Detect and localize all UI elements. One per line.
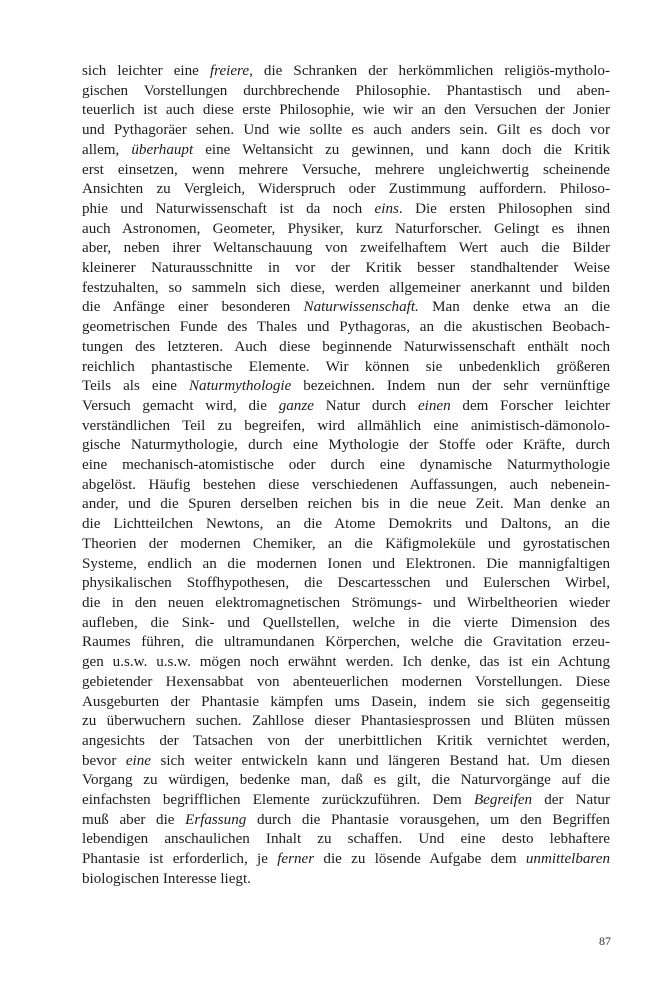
text-line	[82, 574, 610, 594]
text-line	[82, 377, 610, 397]
text-line	[82, 436, 610, 456]
text-line	[82, 614, 610, 634]
text-run: biologischen Interesse liegt.	[82, 870, 251, 887]
text-run: Natur durch	[313, 397, 418, 414]
text-line	[82, 495, 610, 515]
text-run: gischen Vorstellungen durchbrechende Philosophie. Phantastisch und aben-	[82, 82, 610, 99]
text-run: Systeme, endlich an die modernen Ionen und Elektronen. Die mannigfaltigen	[82, 555, 610, 572]
text-line	[82, 771, 610, 791]
text-run: auch Astronomen, Geometer, Physiker, kurz Naturforscher. Gelingt es ihnen	[82, 220, 610, 237]
text-run: verständlichen Teil zu begreifen, wird allmählich eine animistisch-dämonolo-	[82, 417, 610, 434]
text-line	[82, 811, 610, 831]
emphasized-text: freiere	[209, 63, 250, 79]
text-line	[82, 239, 610, 259]
text-run: gebietender Hexensabbat von abenteuerlichen modernen Vorstellungen. Diese	[82, 673, 610, 690]
text-run: geometrischen Funde des Thales und Pythagoras, an die akustischen Beobach-	[82, 319, 610, 336]
text-run: und Pythagoräer sehen. Und wie sollte es auch anders sein. Gilt es doch vor	[82, 122, 610, 139]
emphasized-text: Erfassung	[185, 811, 247, 828]
text-line	[82, 476, 610, 496]
text-run: der Natur	[532, 792, 611, 809]
text-line	[82, 417, 610, 437]
text-run: Vorgang zu würdigen, bedenke man, daß es gilt, die Naturvorgänge auf die	[82, 772, 610, 789]
text-run: lebendigen anschaulichen Inhalt zu schaffen. Und eine desto lebhaftere	[82, 831, 610, 848]
emphasized-text: unmittelbaren	[525, 851, 610, 868]
text-run: Versuch gemacht wird, die	[82, 397, 279, 414]
text-run: eine mechanisch-atomistische oder durch eine dynamische Naturmythologie	[82, 457, 610, 474]
text-run: Phantasie ist erforderlich, je	[82, 851, 278, 868]
emphasized-text: Naturmythologie	[188, 378, 292, 395]
text-line	[82, 594, 610, 614]
text-run: bezeichnen. Indem nun der sehr vernünftige	[291, 378, 611, 395]
text-line	[82, 653, 610, 673]
emphasized-text: ferner	[277, 851, 315, 868]
text-line	[82, 338, 610, 358]
text-line	[82, 318, 610, 338]
text-line	[82, 62, 610, 82]
text-line	[82, 358, 610, 378]
text-line	[82, 555, 610, 575]
text-line	[82, 141, 610, 161]
emphasized-text: eins	[374, 200, 399, 217]
emphasized-text: Begreifen	[473, 792, 533, 809]
text-run: eine Weltansicht zu gewinnen, und kann doch die Kritik	[193, 141, 611, 158]
text-run: gische Naturmythologie, durch eine Mythologie der Stoffe oder Kräfte, durch	[82, 437, 610, 454]
text-line	[82, 712, 610, 732]
text-line	[82, 673, 610, 693]
emphasized-text: Naturwissenschaft.	[303, 299, 419, 316]
text-line	[82, 279, 610, 299]
emphasized-text: einen	[417, 397, 451, 414]
book-page	[82, 62, 610, 942]
emphasized-text: eine	[125, 752, 151, 769]
text-run: Teils als eine	[82, 378, 189, 395]
text-line	[82, 200, 610, 220]
text-line	[82, 220, 610, 240]
text-run: tungen des letzteren. Auch diese beginnende Naturwissenschaft enthält noch	[82, 338, 610, 355]
text-run: teuerlich ist auch diese erste Philosophie, wie wir an den Versuchen der Jonier	[82, 102, 610, 119]
page-number: 87	[599, 934, 611, 948]
text-run: zu überwuchern suchen. Zahllose dieser Phantasiesprossen und Blüten müssen	[82, 713, 610, 730]
text-line	[82, 259, 610, 279]
body-paragraph	[82, 62, 610, 890]
text-run: Theorien der modernen Chemiker, an die Käfigmoleküle und gyrostatischen	[82, 535, 610, 552]
text-run: , die Schranken der herkömmlichen religiös-mytholo-	[249, 63, 610, 79]
text-run: die Anfänge einer besonderen	[82, 299, 304, 316]
text-line	[82, 850, 610, 870]
text-run: phie und Naturwissenschaft ist da noch	[82, 200, 375, 217]
text-run: bevor	[82, 752, 126, 769]
text-run: sich weiter entwickeln kann und längeren Bestand hat. Um diesen	[151, 752, 611, 769]
text-run: Man denke etwa an die	[418, 299, 610, 316]
text-run: physikalischen Stoffhypothesen, die Descartesschen und Eulerschen Wirbel,	[82, 575, 610, 592]
text-run: angesichts der Tatsachen von der unerbittlichen Kritik vernichtet werden,	[82, 732, 610, 749]
text-line	[82, 830, 610, 850]
text-run: ander, und die Spuren derselben reichen bis in die neue Zeit. Man denke an	[82, 496, 610, 513]
text-line	[82, 752, 610, 772]
text-run: Ausgeburten der Phantasie kämpfen ums Dasein, indem sie sich gegenseitig	[82, 693, 610, 710]
text-run: aber, neben ihrer Weltanschauung von zweifelhaftem Wert auch die Bilder	[82, 240, 610, 257]
text-run: kleinerer Naturausschnitte in vor der Kritik besser standhaltender Weise	[82, 260, 610, 277]
text-line	[82, 693, 610, 713]
text-run: muß aber die	[82, 811, 186, 828]
text-run: Raumes führen, die ultramundanen Körperchen, welche die Gravitation erzeu-	[82, 634, 610, 651]
text-line	[82, 121, 610, 141]
text-run: allem,	[82, 141, 132, 158]
text-line	[82, 515, 610, 535]
text-run: Ansichten zu Vergleich, Widerspruch oder Zustimmung auffordern. Philoso-	[82, 181, 610, 198]
text-run: durch die Phantasie vorausgehen, um den Begriffen	[246, 811, 610, 828]
text-run: die in den neuen elektromagnetischen Strömungs- und Wirbeltheorien wieder	[82, 594, 610, 611]
text-run: erst einsetzen, wenn mehrere Versuche, mehrere ungleichwertig scheinende	[82, 161, 610, 178]
text-line	[82, 82, 610, 102]
text-run: . Die ersten Philosophen sind	[398, 200, 610, 217]
text-run: abgelöst. Häufig bestehen diese verschiedenen Auffassungen, auch nebenein-	[82, 476, 610, 493]
text-line	[82, 161, 610, 181]
emphasized-text: ganze	[278, 397, 314, 414]
text-line	[82, 732, 610, 752]
text-run: die zu lösende Aufgabe dem	[314, 851, 526, 868]
text-run: einfachsten begrifflichen Elemente zurückzuführen. Dem	[82, 792, 474, 809]
text-line	[82, 180, 610, 200]
text-run: dem Forscher leichter	[450, 397, 611, 414]
emphasized-text: überhaupt	[131, 141, 194, 158]
text-run: reichlich phantastische Elemente. Wir können sie unbedenklich größeren	[82, 358, 610, 375]
text-line	[82, 456, 610, 476]
text-line	[82, 633, 610, 653]
text-line	[82, 397, 610, 417]
text-run: sich leichter eine	[82, 63, 210, 79]
text-line	[82, 298, 610, 318]
text-line	[82, 101, 610, 121]
text-run: gen u.s.w. u.s.w. mögen noch erwähnt werden. Ich denke, das ist ein Achtung	[82, 654, 610, 671]
text-run: aufleben, die Sink- und Quellstellen, welche in die vierte Dimension des	[82, 614, 610, 631]
text-run: die Lichtteilchen Newtons, an die Atome Demokrits und Daltons, an die	[82, 516, 610, 533]
text-line	[82, 791, 610, 811]
text-line	[82, 870, 610, 890]
text-line	[82, 535, 610, 555]
text-run: festzuhalten, so sammeln sich diese, werden allgemeiner anerkannt und bilden	[82, 279, 610, 296]
